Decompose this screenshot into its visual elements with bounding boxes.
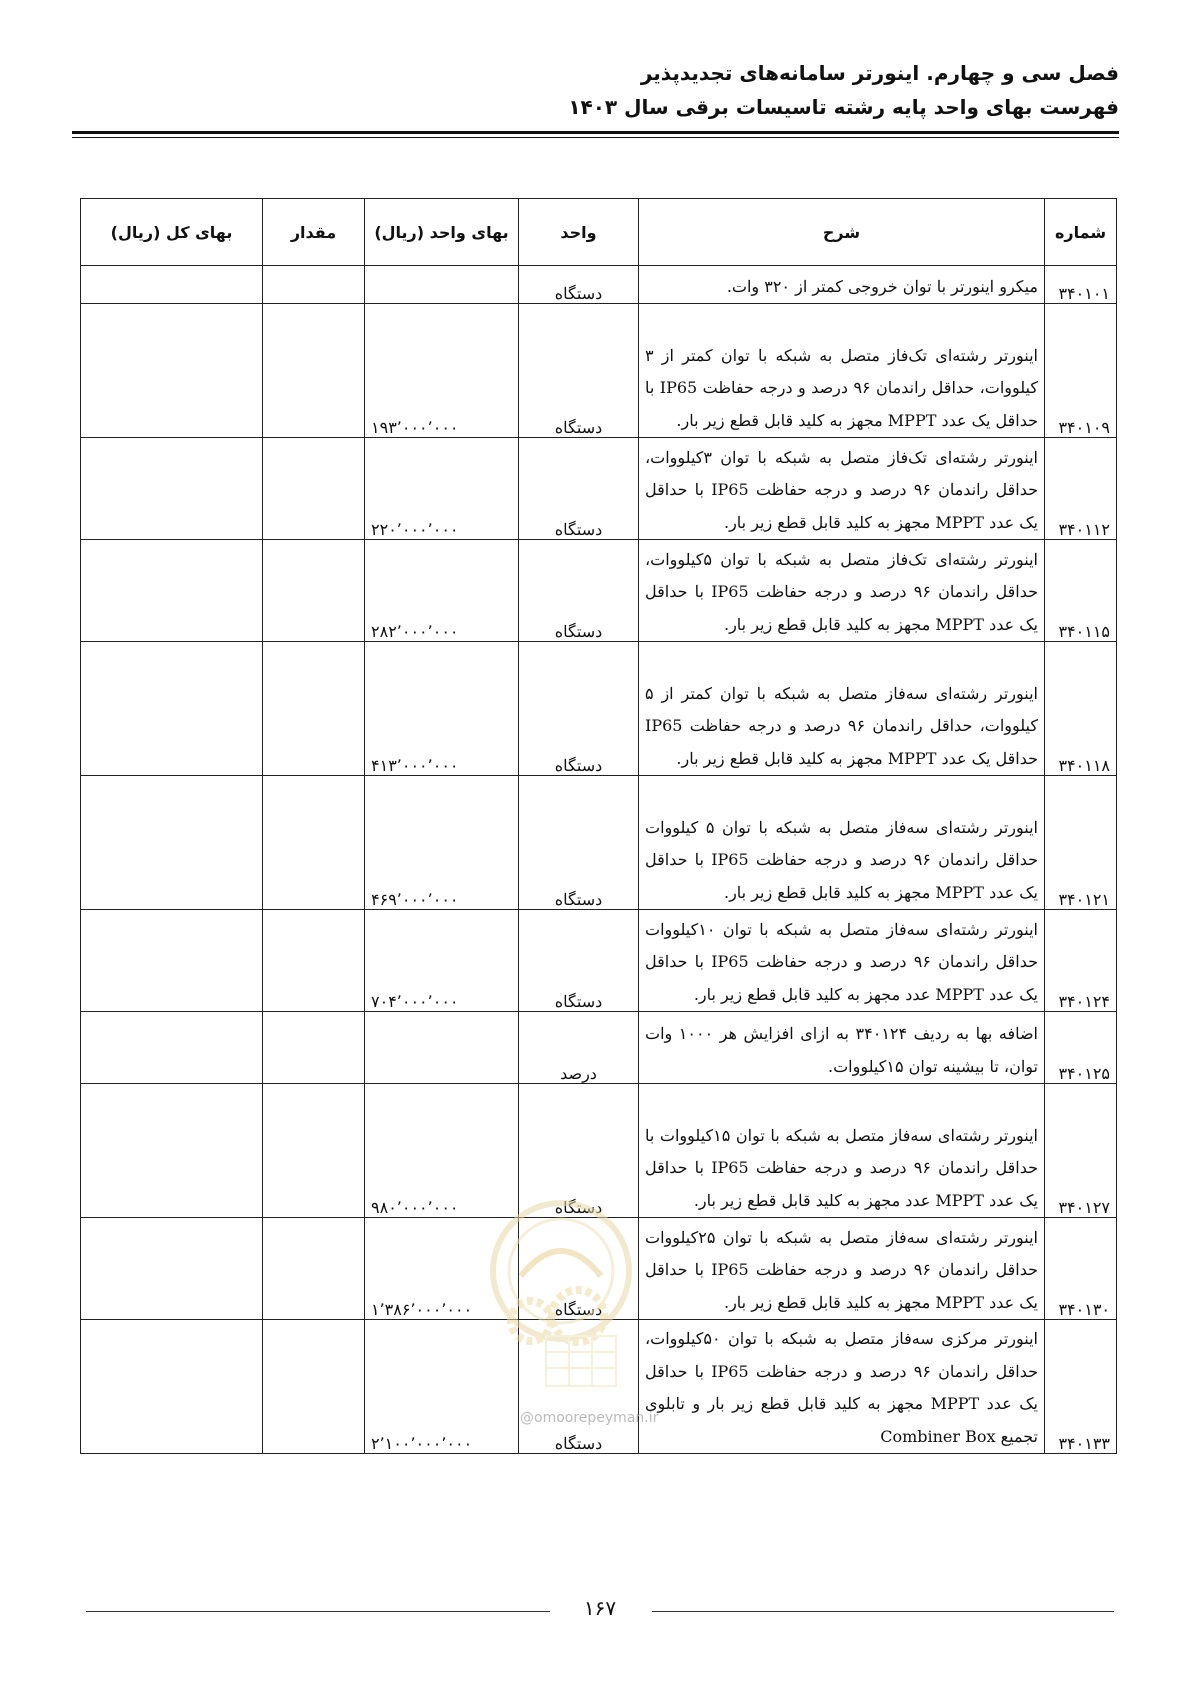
- item-total-price: [81, 304, 263, 438]
- header-rule-thick: [72, 131, 1119, 134]
- item-total-price: [81, 540, 263, 642]
- item-code: ۳۴۰۱۳۰: [1045, 1218, 1117, 1320]
- item-unit: دستگاه: [519, 776, 639, 910]
- item-quantity: [263, 304, 365, 438]
- col-unit-price-header: بهای واحد (ریال): [365, 199, 519, 266]
- item-quantity: [263, 776, 365, 910]
- page-number: ۱۶۷: [583, 1596, 617, 1620]
- col-unit-header: واحد: [519, 199, 639, 266]
- price-table: [80, 198, 1117, 1454]
- item-unit-price: [365, 266, 519, 304]
- item-quantity: [263, 266, 365, 304]
- item-code: ۳۴۰۱۰۱: [1045, 266, 1117, 304]
- col-code-header: شماره: [1045, 199, 1117, 266]
- table-row: [81, 266, 1117, 304]
- item-unit: درصد: [519, 1012, 639, 1084]
- item-code: ۳۴۰۱۱۵: [1045, 540, 1117, 642]
- item-description: اضافه بها به ردیف ۳۴۰۱۲۴ به ازای افزایش هر ۱۰۰۰ وات توان، تا بیشینه توان ۱۵کیلووات.: [639, 1012, 1045, 1084]
- item-unit: دستگاه: [519, 910, 639, 1012]
- item-code: ۳۴۰۱۰۹: [1045, 304, 1117, 438]
- item-unit: دستگاه: [519, 642, 639, 776]
- header-rule-thin: [72, 137, 1119, 138]
- item-description: اینورتر رشته‌ای سه‌فاز متصل به شبکه با توان ۱۵کیلووات با حداقل راندمان ۹۶ درصد و درجه حفاظت IP65 با حداقل یک عدد MPPT عدد مجهز به کلید قابل قطع زیر بار.: [639, 1084, 1045, 1218]
- item-unit: دستگاه: [519, 540, 639, 642]
- table-row: [81, 540, 1117, 642]
- item-unit-price: ۱۹۳٬۰۰۰٬۰۰۰: [365, 304, 519, 438]
- item-unit: دستگاه: [519, 304, 639, 438]
- item-unit-price: ۴۱۳٬۰۰۰٬۰۰۰: [365, 642, 519, 776]
- table-row: [81, 1084, 1117, 1218]
- item-unit-price: ۲۲۰٬۰۰۰٬۰۰۰: [365, 438, 519, 540]
- item-unit-price: ۷۰۴٬۰۰۰٬۰۰۰: [365, 910, 519, 1012]
- table-row: [81, 642, 1117, 776]
- item-total-price: [81, 776, 263, 910]
- col-description-header: شرح: [639, 199, 1045, 266]
- item-unit-price: [365, 1012, 519, 1084]
- table-row: [81, 304, 1117, 438]
- item-total-price: [81, 1084, 263, 1218]
- item-quantity: [263, 1320, 365, 1454]
- table-row: [81, 776, 1117, 910]
- item-unit: دستگاه: [519, 266, 639, 304]
- item-code: ۳۴۰۱۳۳: [1045, 1320, 1117, 1454]
- table-row: [81, 1012, 1117, 1084]
- table-row: [81, 1218, 1117, 1320]
- item-quantity: [263, 910, 365, 1012]
- item-quantity: [263, 540, 365, 642]
- item-total-price: [81, 266, 263, 304]
- item-quantity: [263, 1012, 365, 1084]
- item-quantity: [263, 1218, 365, 1320]
- price-list-title: فهرست بهای واحد پایه رشته تاسیسات برقی سال ۱۴۰۳: [568, 95, 1119, 119]
- item-total-price: [81, 642, 263, 776]
- table-row: [81, 438, 1117, 540]
- item-total-price: [81, 910, 263, 1012]
- table-header-row: [81, 199, 1117, 266]
- item-description: اینورتر رشته‌ای سه‌فاز متصل به شبکه با توان ۱۰کیلووات حداقل راندمان ۹۶ درصد و درجه حفاظت IP65 با حداقل یک عدد MPPT عدد مجهز به کلید قابل قطع زیر بار.: [639, 910, 1045, 1012]
- item-quantity: [263, 438, 365, 540]
- item-description: میکرو اینورتر با توان خروجی کمتر از ۳۲۰ وات.: [639, 266, 1045, 304]
- item-unit-price: ۴۶۹٬۰۰۰٬۰۰۰: [365, 776, 519, 910]
- item-description: اینورتر رشته‌ای تک‌فاز متصل به شبکه با توان کمتر از ۳ کیلووات، حداقل راندمان ۹۶ درصد و درجه حفاظت IP65 با حداقل یک عدد MPPT مجهز به کلید قابل قطع زیر بار.: [639, 304, 1045, 438]
- item-description: اینورتر مرکزی سه‌فاز متصل به شبکه با توان ۵۰کیلووات، حداقل راندمان ۹۶ درصد و درجه حفاظت IP65 با حداقل یک عدد MPPT مجهز به کلید قابل قطع زیر بار و تابلوی تجمیع Combiner Box: [639, 1320, 1045, 1454]
- table-row: [81, 910, 1117, 1012]
- table-row: [81, 1320, 1117, 1454]
- item-code: ۳۴۰۱۱۲: [1045, 438, 1117, 540]
- item-total-price: [81, 1218, 263, 1320]
- item-unit: دستگاه: [519, 1218, 639, 1320]
- item-code: ۳۴۰۱۲۴: [1045, 910, 1117, 1012]
- item-total-price: [81, 1012, 263, 1084]
- item-unit-price: ۹۸۰٬۰۰۰٬۰۰۰: [365, 1084, 519, 1218]
- page-header: [72, 56, 1119, 124]
- item-quantity: [263, 642, 365, 776]
- item-unit: دستگاه: [519, 438, 639, 540]
- col-quantity-header: مقدار: [263, 199, 365, 266]
- item-unit-price: ۱٬۳۸۶٬۰۰۰٬۰۰۰: [365, 1218, 519, 1320]
- item-code: ۳۴۰۱۲۵: [1045, 1012, 1117, 1084]
- footer-rule-left: [86, 1611, 550, 1612]
- footer-rule-right: [652, 1611, 1114, 1612]
- item-description: اینورتر رشته‌ای سه‌فاز متصل به شبکه با توان ۲۵کیلووات حداقل راندمان ۹۶ درصد و درجه حفاظت IP65 با حداقل یک عدد MPPT مجهز به کلید قابل قطع زیر بار.: [639, 1218, 1045, 1320]
- item-description: اینورتر رشته‌ای سه‌فاز متصل به شبکه با توان کمتر از ۵ کیلووات، حداقل راندمان ۹۶ درصد و درجه حفاظت IP65 حداقل یک عدد MPPT مجهز به کلید قابل قطع زیر بار.: [639, 642, 1045, 776]
- item-code: ۳۴۰۱۲۷: [1045, 1084, 1117, 1218]
- item-unit-price: ۲٬۱۰۰٬۰۰۰٬۰۰۰: [365, 1320, 519, 1454]
- item-quantity: [263, 1084, 365, 1218]
- item-description: اینورتر رشته‌ای تک‌فاز متصل به شبکه با توان ۵کیلووات، حداقل راندمان ۹۶ درصد و درجه حفاظت IP65 با حداقل یک عدد MPPT مجهز به کلید قابل قطع زیر بار.: [639, 540, 1045, 642]
- item-unit: دستگاه: [519, 1320, 639, 1454]
- item-total-price: [81, 438, 263, 540]
- col-total-price-header: بهای کل (ریال): [81, 199, 263, 266]
- item-unit: دستگاه: [519, 1084, 639, 1218]
- chapter-title: فصل سی و چهارم. اینورتر سامانه‌های تجدیدپذیر: [640, 61, 1119, 85]
- item-code: ۳۴۰۱۲۱: [1045, 776, 1117, 910]
- item-total-price: [81, 1320, 263, 1454]
- item-description: اینورتر رشته‌ای تک‌فاز متصل به شبکه با توان ۳کیلووات، حداقل راندمان ۹۶ درصد و درجه حفاظت IP65 با حداقل یک عدد MPPT مجهز به کلید قابل قطع زیر بار.: [639, 438, 1045, 540]
- item-description: اینورتر رشته‌ای سه‌فاز متصل به شبکه با توان ۵ کیلووات حداقل راندمان ۹۶ درصد و درجه حفاظت IP65 با حداقل یک عدد MPPT مجهز به کلید قابل قطع زیر بار.: [639, 776, 1045, 910]
- item-code: ۳۴۰۱۱۸: [1045, 642, 1117, 776]
- item-unit-price: ۲۸۲٬۰۰۰٬۰۰۰: [365, 540, 519, 642]
- watermark-text: @omoorepeyman.ir: [520, 1410, 659, 1426]
